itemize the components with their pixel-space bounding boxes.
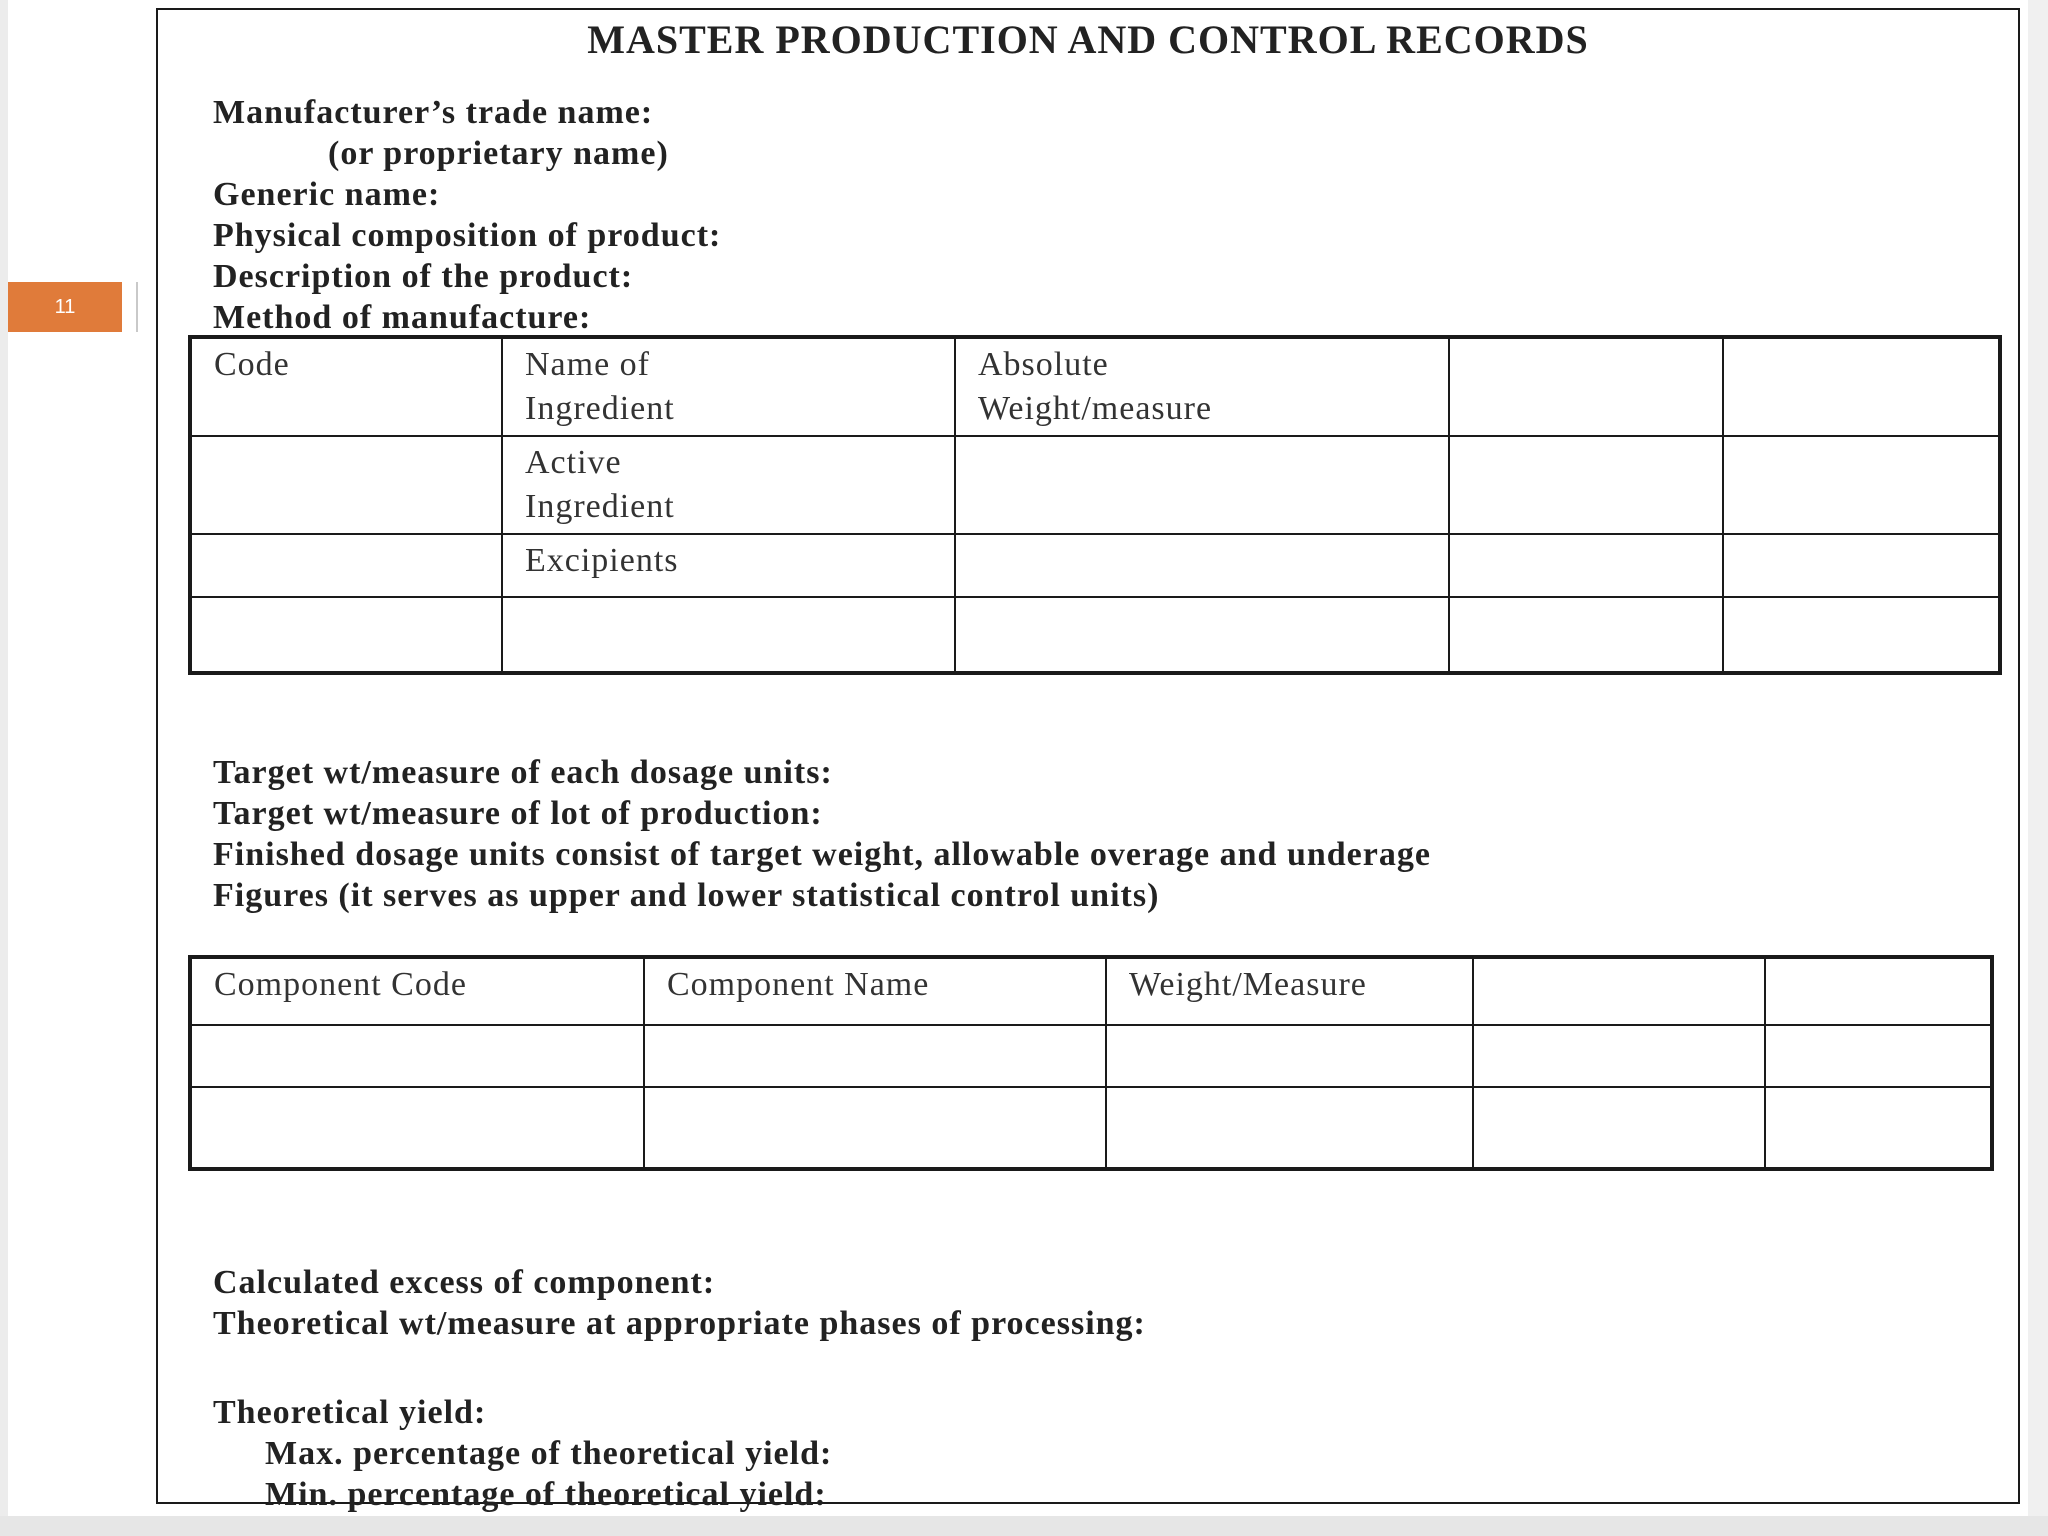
table-cell [1723,597,2000,673]
slide-number-badge: 11 [8,282,122,332]
table-cell [955,534,1449,597]
table-cell [955,597,1449,673]
table-cell [1106,1025,1473,1087]
field-physical-composition: Physical composition of product: [213,217,722,254]
document-frame [156,8,2020,1513]
table-cell: Name of Ingredient [502,337,955,436]
table-cell [1723,534,2000,597]
table-cell [190,1087,644,1169]
table-cell: Component Code [190,957,644,1025]
table-row [190,957,1992,1025]
table-cell [190,597,502,673]
ingredient-table [188,335,2002,675]
document-title: MASTER PRODUCTION AND CONTROL RECORDS [587,17,1589,62]
table-cell [1765,957,1992,1025]
table-cell [1723,436,2000,534]
field-proprietary-name: (or proprietary name) [328,135,669,172]
badge-divider [136,282,138,332]
field-min-yield: Min. percentage of theoretical yield: [265,1476,827,1513]
ingredient-table-body [190,337,2000,673]
field-target-dosage: Target wt/measure of each dosage units: [213,754,833,791]
calc-fields [213,1262,1146,1344]
target-fields [213,752,1431,916]
table-cell [502,597,955,673]
table-cell [644,1025,1106,1087]
table-row [190,436,2000,534]
table-cell [644,1087,1106,1169]
table-cell [1765,1087,1992,1169]
field-generic-name: Generic name: [213,176,441,213]
field-target-lot: Target wt/measure of lot of production: [213,795,823,832]
left-margin-strip [0,0,8,1536]
table-cell [1449,337,1723,436]
table-cell [955,436,1449,534]
table-cell: Code [190,337,502,436]
table-row [190,337,2000,436]
table-cell [1723,337,2000,436]
table-cell [190,534,502,597]
table-row [190,597,2000,673]
table-cell: Absolute Weight/measure [955,337,1449,436]
yield-fields [213,1392,832,1515]
table-cell [1449,597,1723,673]
field-method: Method of manufacture: [213,299,592,336]
field-trade-name: Manufacturer’s trade name: [213,94,654,131]
component-table-body [190,957,1992,1169]
table-cell [1765,1025,1992,1087]
field-theoretical-yield: Theoretical yield: [213,1394,487,1431]
table-cell [190,436,502,534]
table-cell: Weight/Measure [1106,957,1473,1025]
field-figures: Figures (it serves as upper and lower statistical control units) [213,877,1160,914]
table-cell [1473,1025,1765,1087]
component-table [188,955,1994,1171]
field-calculated-excess: Calculated excess of component: [213,1264,716,1301]
table-cell: Active Ingredient [502,436,955,534]
field-theoretical-phases: Theoretical wt/measure at appropriate phases of processing: [213,1305,1146,1342]
header-fields [213,92,721,338]
table-cell: Excipients [502,534,955,597]
table-cell: Component Name [644,957,1106,1025]
field-description: Description of the product: [213,258,634,295]
table-row [190,1087,1992,1169]
table-cell [190,1025,644,1087]
field-finished-dosage: Finished dosage units consist of target weight, allowable overage and underage [213,836,1431,873]
bottom-margin-strip [0,1516,2048,1536]
right-margin-strip [2028,0,2048,1536]
table-cell [1473,1087,1765,1169]
table-cell [1473,957,1765,1025]
field-max-yield: Max. percentage of theoretical yield: [265,1435,833,1472]
table-cell [1106,1087,1473,1169]
table-row [190,534,2000,597]
table-cell [1449,534,1723,597]
table-row [190,1025,1992,1087]
table-cell [1449,436,1723,534]
